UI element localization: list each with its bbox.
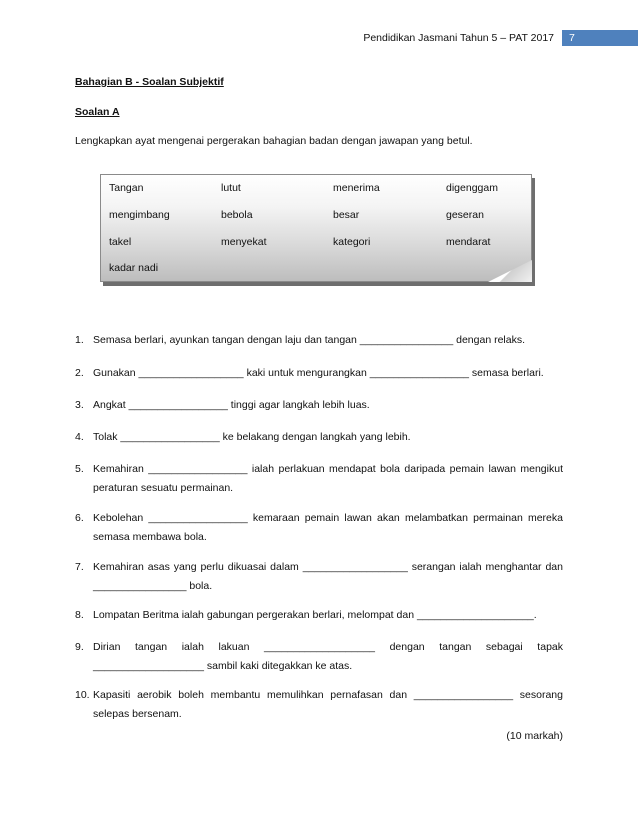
question-3 [75, 396, 563, 415]
word-bank-item: mendarat [446, 236, 491, 248]
word-bank-item: digenggam [446, 182, 498, 194]
question-text: Semasa berlari, ayunkan tangan dengan laju dan tangan ________________ dengan relaks. [93, 334, 526, 346]
question-8 [75, 606, 563, 625]
question-number: 5. [75, 463, 84, 475]
question-number: 4. [75, 431, 84, 443]
question-10 [75, 686, 563, 724]
page-header [363, 30, 638, 46]
question-text: Dirian tangan ialah lakuan ___________________ dengan tangan sebagai tapak ___________________ sambil kaki ditegakkan ke atas. [93, 641, 563, 672]
question-number: 3. [75, 399, 84, 411]
word-bank-item: bebola [221, 209, 253, 221]
word-bank-item: kategori [333, 236, 371, 248]
word-bank-item: mengimbang [109, 209, 170, 221]
question-text: Kemahiran asas yang perlu dikuasai dalam __________________ serangan ialah menghantar dan ________________ bola. [93, 561, 563, 592]
question-9 [75, 638, 563, 676]
word-bank-box [100, 174, 532, 282]
word-bank-item: Tangan [109, 182, 144, 194]
word-bank-item: menerima [333, 182, 380, 194]
question-7 [75, 558, 563, 596]
question-number: 1. [75, 334, 84, 346]
question-number: 10. [75, 689, 90, 701]
question-text: Kebolehan _________________ kemaraan pemain lawan akan melambatkan permainan mereka semasa membawa bola. [93, 512, 563, 543]
page-number: 7 [562, 30, 638, 46]
section-title: Bahagian B - Soalan Subjektif [75, 76, 224, 88]
question-text: Tolak _________________ ke belakang dengan langkah yang lebih. [93, 431, 411, 443]
sub-title: Soalan A [75, 106, 120, 118]
question-6 [75, 509, 563, 547]
page-curl [488, 260, 532, 282]
question-text: Gunakan __________________ kaki untuk mengurangkan _________________ semasa berlari. [93, 367, 544, 379]
header-title: Pendidikan Jasmani Tahun 5 – PAT 2017 [363, 32, 554, 44]
question-number: 2. [75, 367, 84, 379]
total-marks: (10 markah) [506, 730, 563, 742]
question-4 [75, 428, 563, 447]
question-1 [75, 331, 563, 350]
word-bank-item: menyekat [221, 236, 267, 248]
question-text: Angkat _________________ tinggi agar langkah lebih luas. [93, 399, 370, 411]
instruction: Lengkapkan ayat mengenai pergerakan bahagian badan dengan jawapan yang betul. [75, 135, 473, 147]
question-text: Kapasiti aerobik boleh membantu memulihkan pernafasan dan _________________ sesorang selepas bersenam. [93, 689, 563, 720]
word-bank-item: takel [109, 236, 132, 248]
question-number: 7. [75, 561, 84, 573]
word-bank-item: kadar nadi [109, 262, 159, 274]
question-2 [75, 364, 563, 383]
word-bank-item: geseran [446, 209, 484, 221]
word-bank-item: lutut [221, 182, 241, 194]
question-text: Lompatan Beritma ialah gabungan pergerakan berlari, melompat dan ____________________. [93, 609, 537, 621]
question-number: 9. [75, 641, 84, 653]
question-number: 6. [75, 512, 84, 524]
question-text: Kemahiran _________________ ialah perlakuan mendapat bola daripada pemain lawan mengikut peraturan sesuatu permainan. [93, 463, 563, 494]
question-5 [75, 460, 563, 498]
question-number: 8. [75, 609, 84, 621]
word-bank-item: besar [333, 209, 360, 221]
